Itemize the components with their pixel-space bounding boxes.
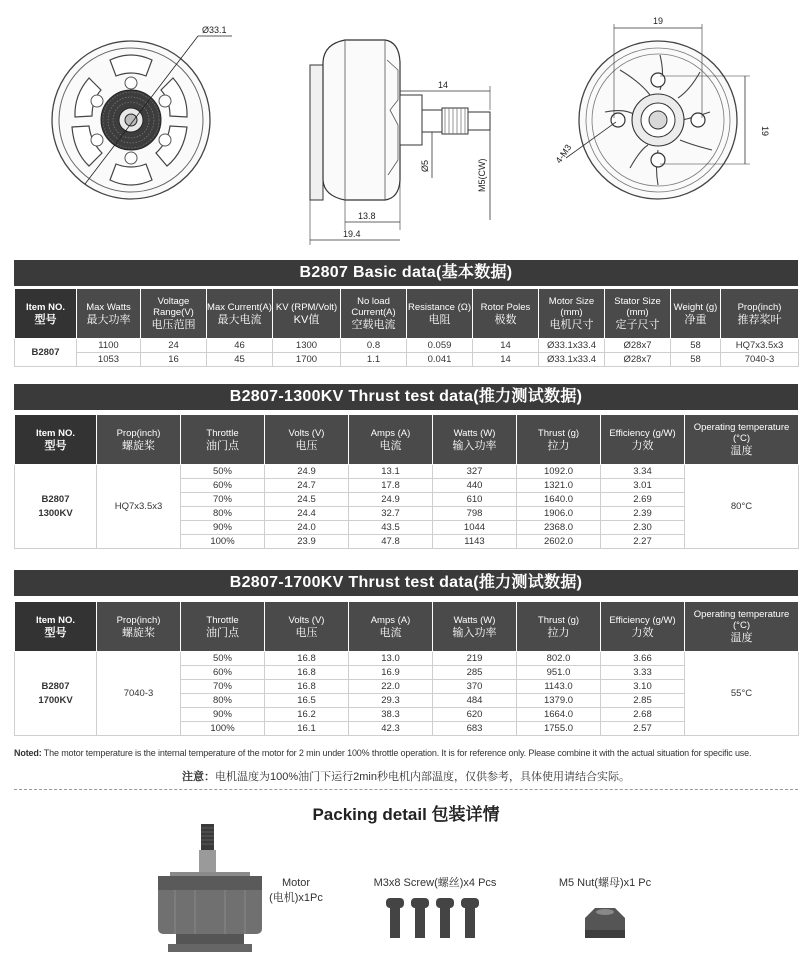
- motor-drawings-svg: [0, 0, 812, 252]
- header-max-current: Max Current(A) 最大电流: [207, 289, 273, 339]
- thrust-1700kv-item-cell: B2807 1700KV: [15, 652, 97, 736]
- basic-item-cell: B2807: [15, 339, 77, 367]
- cell: 620: [433, 708, 517, 722]
- table-row: [15, 652, 799, 666]
- english-note-text: The motor temperature is the internal temperature of the motor for 2 min under 100% throttle operation. It is for reference only. Please combine it with the actual situation for specific use.: [41, 748, 752, 758]
- english-note-label: Noted:: [14, 748, 42, 758]
- header-temperature: Operating temperature (°C) 温度: [685, 602, 799, 652]
- cell: 1700: [273, 353, 341, 367]
- rear-holes-label: 4-M3: [553, 142, 574, 166]
- cell: 3.34: [601, 465, 685, 479]
- header-efficiency: Efficiency (g/W) 力效: [601, 415, 685, 465]
- total-length-label: 19.4: [343, 229, 361, 239]
- cell: 43.5: [349, 521, 433, 535]
- cell: 1143: [433, 535, 517, 549]
- cell: 285: [433, 666, 517, 680]
- cell: 219: [433, 652, 517, 666]
- cell: 1100: [77, 339, 141, 353]
- basic-data-title: B2807 Basic data(基本数据): [14, 260, 798, 286]
- chinese-note-label: 注意：: [182, 771, 215, 783]
- cell: 80%: [181, 507, 265, 521]
- cell: 100%: [181, 535, 265, 549]
- cell: 58: [671, 353, 721, 367]
- header-prop: Prop(inch) 螺旋桨: [97, 415, 181, 465]
- cell: 45: [207, 353, 273, 367]
- motor-icon: [158, 824, 262, 952]
- cell: 327: [433, 465, 517, 479]
- header-amps: Amps (A) 电流: [349, 602, 433, 652]
- cell: 50%: [181, 652, 265, 666]
- cell: 50%: [181, 465, 265, 479]
- thrust-1300kv-header-row: [15, 415, 799, 465]
- cell: 58: [671, 339, 721, 353]
- header-thrust: Thrust (g) 拉力: [517, 602, 601, 652]
- cell: 2.57: [601, 722, 685, 736]
- cell: 0.041: [407, 353, 473, 367]
- header-kv: KV (RPM/Volt) KV值: [273, 289, 341, 339]
- cell: 17.8: [349, 479, 433, 493]
- cell: 1300: [273, 339, 341, 353]
- header-amps: Amps (A) 电流: [349, 415, 433, 465]
- cell: Ø28x7: [605, 353, 671, 367]
- header-watts: Watts (W) 输入功率: [433, 415, 517, 465]
- cell: HQ7x3.5x3: [721, 339, 799, 353]
- cell: 1.1: [341, 353, 407, 367]
- cell: 24.5: [265, 493, 349, 507]
- cell: 24.0: [265, 521, 349, 535]
- header-max-watts: Max Watts 最大功率: [77, 289, 141, 339]
- cell: 24.4: [265, 507, 349, 521]
- cell: 2.39: [601, 507, 685, 521]
- cell: 16.1: [265, 722, 349, 736]
- cell: 14: [473, 353, 539, 367]
- cell: 13.0: [349, 652, 433, 666]
- cell: 90%: [181, 708, 265, 722]
- cell: 1053: [77, 353, 141, 367]
- cell: 23.9: [265, 535, 349, 549]
- cell: 70%: [181, 680, 265, 694]
- cell: 24: [141, 339, 207, 353]
- header-efficiency: Efficiency (g/W) 力效: [601, 602, 685, 652]
- chinese-note-text: 电机温度为100%油门下运行2min秒电机内部温度，仅供参考，具体使用请结合实际。: [215, 771, 630, 783]
- thrust-1300kv-temp-cell: 80°C: [685, 465, 799, 549]
- cell: 24.7: [265, 479, 349, 493]
- table-row: [15, 465, 799, 479]
- cell: 42.3: [349, 722, 433, 736]
- cell: Ø33.1x33.4: [539, 353, 605, 367]
- screw-icons: [386, 898, 479, 938]
- rear-view-drawing: [553, 16, 770, 199]
- cell: 2.68: [601, 708, 685, 722]
- cell: 14: [473, 339, 539, 353]
- cell: 3.10: [601, 680, 685, 694]
- header-volts: Volts (V) 电压: [265, 415, 349, 465]
- cell: 16.8: [265, 680, 349, 694]
- rear-height-label: 19: [760, 126, 770, 137]
- cell: 60%: [181, 479, 265, 493]
- cell: 16.8: [265, 666, 349, 680]
- thread-label: M5(CW): [477, 158, 487, 192]
- screw-pack-label: M3x8 Screw(螺丝)x4 Pcs: [373, 877, 497, 889]
- thrust-1300kv-table: [14, 414, 799, 549]
- thrust-1300kv-item-cell: B2807 1300KV: [15, 465, 97, 549]
- cell: 1906.0: [517, 507, 601, 521]
- header-weight: Weight (g) 净重: [671, 289, 721, 339]
- english-note: [14, 748, 804, 758]
- cell: 7040-3: [721, 353, 799, 367]
- basic-header-row: [15, 289, 799, 339]
- cell: 951.0: [517, 666, 601, 680]
- cell: 1092.0: [517, 465, 601, 479]
- cell: 1044: [433, 521, 517, 535]
- thrust-1300kv-prop-cell: HQ7x3.5x3: [97, 465, 181, 549]
- nut-pack-label: M5 Nut(螺母)x1 Pc: [558, 877, 652, 889]
- thrust-1700kv-title: B2807-1700KV Thrust test data(推力测试数据): [14, 570, 798, 596]
- header-no-load-current: No load Current(A) 空载电流: [341, 289, 407, 339]
- header-throttle: Throttle 油门点: [181, 415, 265, 465]
- motor-drawings: [0, 0, 812, 252]
- cell: 1664.0: [517, 708, 601, 722]
- header-thrust: Thrust (g) 拉力: [517, 415, 601, 465]
- shaft-diameter-label: Ø5: [420, 159, 430, 172]
- cell: Ø33.1x33.4: [539, 339, 605, 353]
- cell: 683: [433, 722, 517, 736]
- cell: 610: [433, 493, 517, 507]
- cell: 46: [207, 339, 273, 353]
- cell: 484: [433, 694, 517, 708]
- cell: 2602.0: [517, 535, 601, 549]
- cell: 1143.0: [517, 680, 601, 694]
- packing-title: Packing detail 包装详情: [312, 805, 500, 824]
- front-diameter-label: Ø33.1: [202, 25, 227, 35]
- cell: 29.3: [349, 694, 433, 708]
- cell: 440: [433, 479, 517, 493]
- table-row: [15, 353, 799, 367]
- header-motor-size: Motor Size (mm) 电机尺寸: [539, 289, 605, 339]
- cell: 47.8: [349, 535, 433, 549]
- cell: 16.8: [265, 652, 349, 666]
- cell: 16.9: [349, 666, 433, 680]
- cell: 24.9: [265, 465, 349, 479]
- cell: 90%: [181, 521, 265, 535]
- cell: 798: [433, 507, 517, 521]
- cell: 16: [141, 353, 207, 367]
- chinese-note: [0, 768, 812, 784]
- cell: 3.66: [601, 652, 685, 666]
- cell: 2.27: [601, 535, 685, 549]
- cell: 2.30: [601, 521, 685, 535]
- shaft-length-label: 14: [438, 80, 449, 90]
- cell: Ø28x7: [605, 339, 671, 353]
- thrust-1700kv-temp-cell: 55°C: [685, 652, 799, 736]
- body-length-label: 13.8: [358, 211, 376, 221]
- cell: 2368.0: [517, 521, 601, 535]
- cell: 1640.0: [517, 493, 601, 507]
- basic-data-table: [14, 288, 799, 367]
- header-volts: Volts (V) 电压: [265, 602, 349, 652]
- header-rotor-poles: Rotor Poles 极数: [473, 289, 539, 339]
- cell: 0.8: [341, 339, 407, 353]
- cell: 13.1: [349, 465, 433, 479]
- cell: 80%: [181, 694, 265, 708]
- cell: 802.0: [517, 652, 601, 666]
- cell: 16.2: [265, 708, 349, 722]
- divider: [14, 789, 798, 790]
- cell: 22.0: [349, 680, 433, 694]
- cell: 38.3: [349, 708, 433, 722]
- cell: 370: [433, 680, 517, 694]
- header-item-no: Item NO. 型号: [15, 289, 77, 339]
- header-voltage-range: Voltage Range(V) 电压范围: [141, 289, 207, 339]
- rear-width-label: 19: [653, 16, 664, 26]
- cell: 100%: [181, 722, 265, 736]
- nut-icon: [585, 908, 625, 938]
- header-temperature: Operating temperature (°C) 温度: [685, 415, 799, 465]
- header-prop: Prop(inch) 推荐桨叶: [721, 289, 799, 339]
- header-item-no: Item NO. 型号: [15, 602, 97, 652]
- side-view-drawing: [310, 40, 490, 245]
- cell: 2.69: [601, 493, 685, 507]
- cell: 60%: [181, 666, 265, 680]
- cell: 16.5: [265, 694, 349, 708]
- thrust-1700kv-prop-cell: 7040-3: [97, 652, 181, 736]
- cell: 0.059: [407, 339, 473, 353]
- cell: 2.85: [601, 694, 685, 708]
- table-row: [15, 339, 799, 353]
- cell: 1755.0: [517, 722, 601, 736]
- cell: 3.01: [601, 479, 685, 493]
- header-prop: Prop(inch) 螺旋桨: [97, 602, 181, 652]
- header-item-no: Item NO. 型号: [15, 415, 97, 465]
- cell: 3.33: [601, 666, 685, 680]
- cell: 32.7: [349, 507, 433, 521]
- header-watts: Watts (W) 输入功率: [433, 602, 517, 652]
- thrust-1700kv-header-row: [15, 602, 799, 652]
- cell: 70%: [181, 493, 265, 507]
- header-throttle: Throttle 油门点: [181, 602, 265, 652]
- thrust-1700kv-table: [14, 601, 799, 736]
- thrust-1300kv-title: B2807-1300KV Thrust test data(推力测试数据): [14, 384, 798, 410]
- cell: 1379.0: [517, 694, 601, 708]
- cell: 1321.0: [517, 479, 601, 493]
- cell: 24.9: [349, 493, 433, 507]
- header-stator-size: Stator Size (mm) 定子尺寸: [605, 289, 671, 339]
- header-resistance: Resistance (Ω) 电阻: [407, 289, 473, 339]
- front-view-drawing: [52, 25, 232, 199]
- motor-pack-label: Motor (电机)x1Pc: [269, 877, 323, 904]
